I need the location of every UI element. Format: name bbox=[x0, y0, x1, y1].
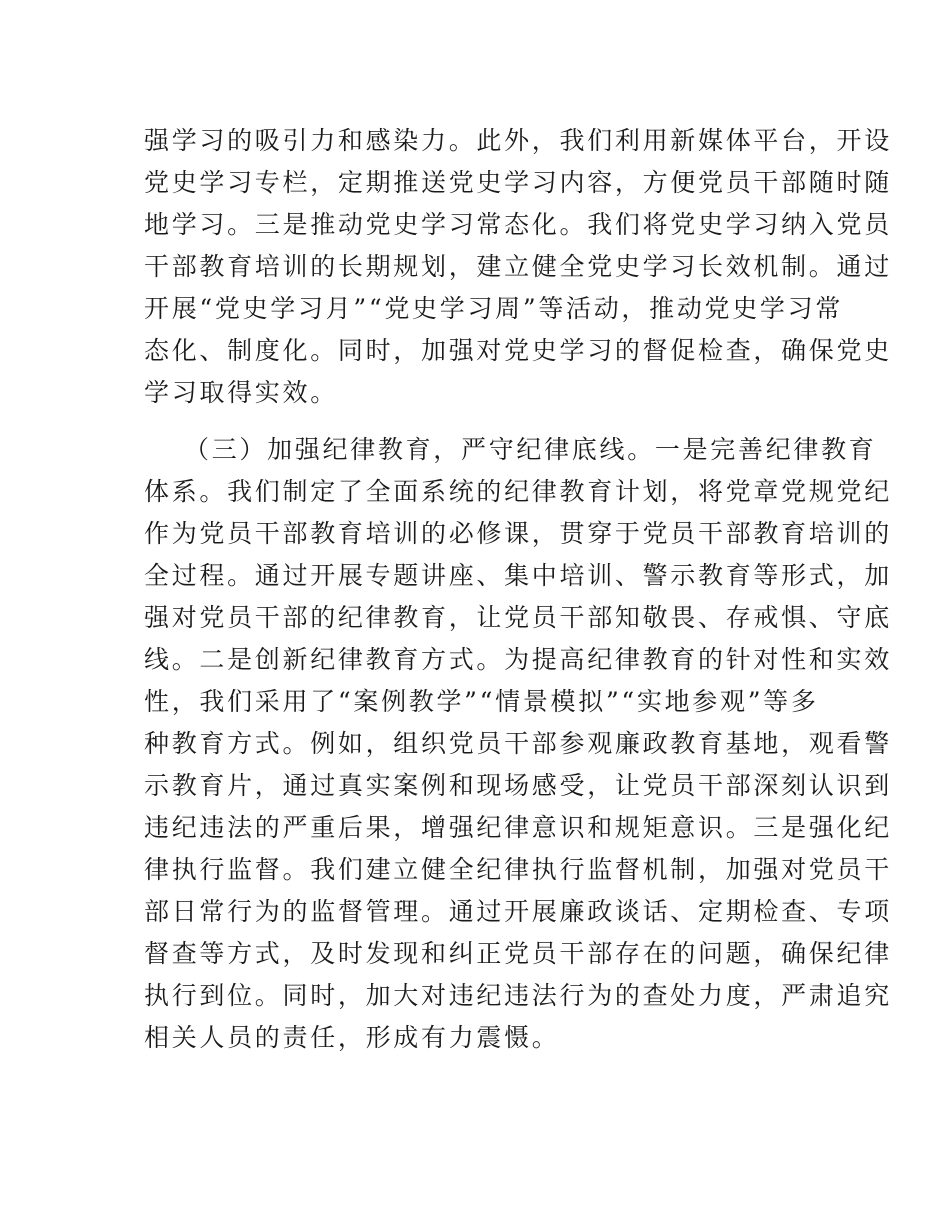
text-line: 开展“党史学习月”“党史学习周”等活动，推动党史学习常 bbox=[144, 294, 844, 323]
text-line: 部日常行为的监督管理。通过开展廉政谈话、定期检查、专项 bbox=[144, 897, 892, 926]
text-line: 作为党员干部教育培训的必修课，贯穿于党员干部教育培训的 bbox=[144, 519, 892, 548]
text-line: 地学习。三是推动党史学习常态化。我们将党史学习纳入党员 bbox=[144, 210, 892, 239]
text-line: 律执行监督。我们建立健全纪律执行监督机制，加强对党员干 bbox=[144, 855, 892, 884]
text-line: 种教育方式。例如，组织党员干部参观廉政教育基地，观看警 bbox=[144, 729, 892, 758]
text-line: 相关人员的责任，形成有力震慑。 bbox=[144, 1023, 560, 1052]
text-line: 态化、制度化。同时，加强对党史学习的督促检查，确保党史 bbox=[144, 336, 892, 365]
text-line: 全过程。通过开展专题讲座、集中培训、警示教育等形式，加 bbox=[144, 561, 892, 590]
text-line: 干部教育培训的长期规划，建立健全党史学习长效机制。通过 bbox=[144, 252, 892, 281]
text-line: 党史学习专栏，定期推送党史学习内容，方便党员干部随时随 bbox=[144, 168, 892, 197]
text-line: 违纪违法的严重后果，增强纪律意识和规矩意识。三是强化纪 bbox=[144, 813, 892, 842]
text-line: 督查等方式，及时发现和纠正党员干部存在的问题，确保纪律 bbox=[144, 939, 892, 968]
text-line: 执行到位。同时，加大对违纪违法行为的查处力度，严肃追究 bbox=[144, 981, 892, 1010]
text-line: 线。二是创新纪律教育方式。为提高纪律教育的针对性和实效 bbox=[144, 645, 892, 674]
text-line: 示教育片，通过真实案例和现场感受，让党员干部深刻认识到 bbox=[144, 771, 892, 800]
text-line: 强对党员干部的纪律教育，让党员干部知敬畏、存戒惧、守底 bbox=[144, 603, 892, 632]
text-line: 体系。我们制定了全面系统的纪律教育计划，将党章党规党纪 bbox=[144, 477, 892, 506]
text-line: 学习取得实效。 bbox=[144, 378, 338, 407]
text-line: 性，我们采用了“案例教学”“情景模拟”“实地参观”等多 bbox=[144, 687, 819, 716]
section-heading-line: （三）加强纪律教育，严守纪律底线。一是完善纪律教育 bbox=[184, 435, 877, 464]
text-line: 强学习的吸引力和感染力。此外，我们利用新媒体平台，开设 bbox=[144, 126, 892, 155]
